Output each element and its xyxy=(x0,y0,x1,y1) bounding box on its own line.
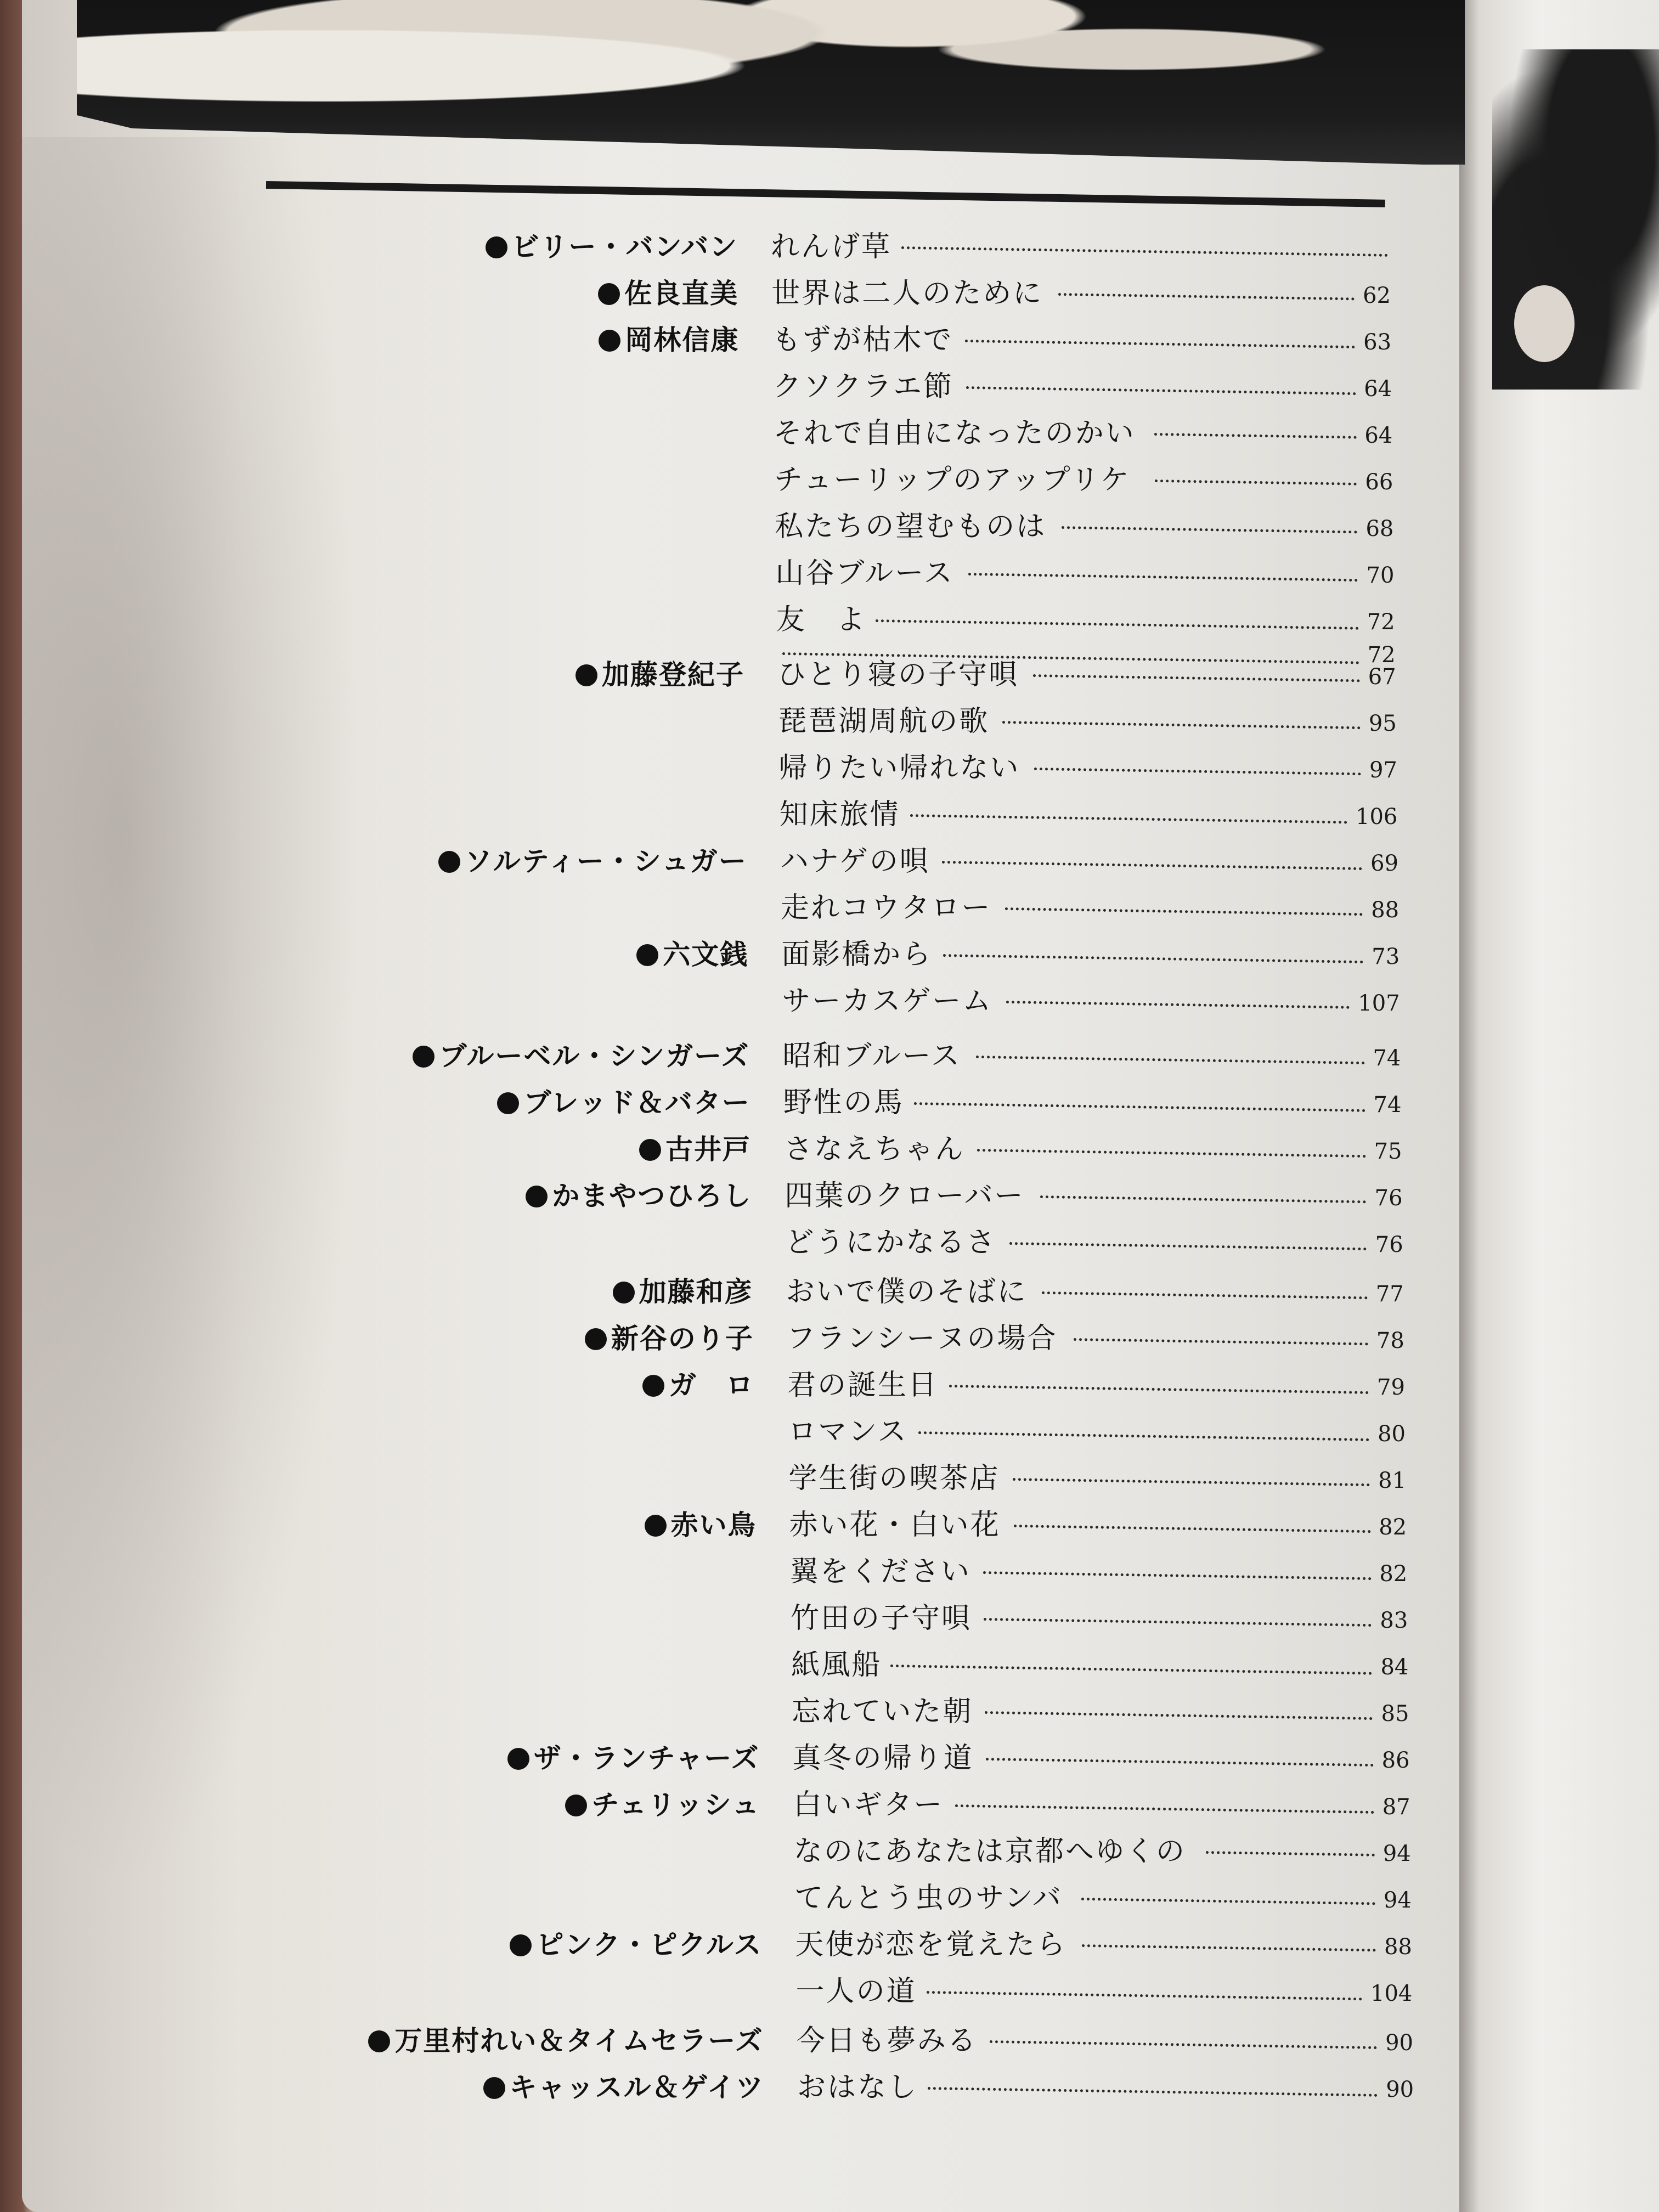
page-number: 76 xyxy=(1374,1186,1403,1211)
leader-dots xyxy=(943,951,1363,963)
page-number: 82 xyxy=(1379,1561,1408,1587)
song-title: クソクラエ節 xyxy=(772,370,954,403)
page-number: 90 xyxy=(1386,2077,1414,2102)
song-title: それで自由になったのかい xyxy=(773,417,1136,450)
artist-label: 佐良直美 xyxy=(624,278,739,309)
artist-name xyxy=(642,1363,754,1403)
song-title: もずが枯木で xyxy=(772,324,953,357)
page-number: 84 xyxy=(1380,1655,1409,1680)
artist-name xyxy=(507,1736,760,1776)
artist-name xyxy=(639,1127,751,1167)
song-title: ロマンス xyxy=(788,1415,908,1448)
song-title: 学生街の喫茶店 xyxy=(788,1462,1000,1495)
artist-name xyxy=(413,1034,749,1074)
song-title: 忘れていた朝 xyxy=(792,1695,973,1728)
bullet-icon xyxy=(507,1748,529,1770)
artist-label: 加藤和彦 xyxy=(639,1276,753,1308)
leader-dots xyxy=(1062,523,1357,533)
bullet-icon xyxy=(642,1375,664,1397)
bullet-icon xyxy=(636,944,658,966)
leader-dots xyxy=(985,1708,1373,1720)
song-title: ひとり寝の子守唄 xyxy=(777,658,1019,691)
leader-dots xyxy=(1013,1475,1370,1486)
artist-label: 万里村れい＆タイムセラーズ xyxy=(394,2025,764,2057)
artist-label: 古井戸 xyxy=(665,1133,751,1165)
artist-label: キャッスル＆ゲイツ xyxy=(509,2072,764,2103)
page-number: 73 xyxy=(1372,944,1400,969)
leader-dots xyxy=(1082,1941,1376,1951)
page-number: 70 xyxy=(1366,563,1395,588)
song-title: 私たちの望むものは xyxy=(775,510,1047,543)
page-number: 97 xyxy=(1369,758,1397,783)
leader-dots xyxy=(965,336,1355,348)
leader-dots xyxy=(983,1568,1372,1580)
leader-dots xyxy=(1014,1521,1371,1533)
song-title: 赤い花・白い花 xyxy=(789,1509,1001,1542)
artist-label: 六文銭 xyxy=(663,939,749,970)
page-number: 62 xyxy=(1363,283,1391,308)
leader-dots xyxy=(966,383,1356,395)
song-title: 面影橋から xyxy=(781,938,933,971)
artist-name xyxy=(510,1923,762,1962)
leader-dots xyxy=(1058,290,1355,300)
leader-dots xyxy=(1154,430,1357,439)
page-number: 86 xyxy=(1381,1748,1410,1773)
artist-label: ザ・ランチャーズ xyxy=(533,1742,760,1774)
bullet-icon xyxy=(438,851,460,873)
song-title: 竹田の子守唄 xyxy=(791,1602,972,1635)
song-title: 四葉のクローバー xyxy=(785,1180,1025,1212)
page-number: 64 xyxy=(1364,376,1392,402)
bullet-icon xyxy=(585,1328,607,1350)
page-number: 68 xyxy=(1365,516,1394,541)
leader-dots xyxy=(1006,997,1350,1009)
artist-name xyxy=(565,1783,760,1822)
song-title: 翼をください xyxy=(789,1555,971,1588)
artist-name xyxy=(483,2066,765,2105)
leader-dots xyxy=(1081,1894,1375,1905)
bullet-icon xyxy=(413,1046,435,1068)
leader-dots xyxy=(1040,1192,1367,1203)
artist-name xyxy=(585,1317,754,1356)
bullet-icon xyxy=(368,2030,390,2052)
page-number: 104 xyxy=(1370,1981,1413,2006)
artist-name xyxy=(598,272,738,311)
page-number: 94 xyxy=(1383,1841,1411,1866)
bullet-icon xyxy=(486,236,507,258)
song-title: さなえちゃん xyxy=(784,1133,966,1166)
song-title: 知床旅情 xyxy=(779,798,900,831)
page-number: 67 xyxy=(1368,664,1396,690)
page-number: 77 xyxy=(1375,1282,1404,1307)
leader-dots xyxy=(910,811,1348,824)
song-title: 昭和ブルース xyxy=(782,1040,961,1073)
song-title: てんとう虫のサンバ xyxy=(794,1882,1063,1915)
artist-label: 加藤登紀子 xyxy=(602,659,744,691)
leader-dots xyxy=(1155,476,1357,486)
leader-dots xyxy=(1002,718,1361,729)
page-number: 64 xyxy=(1364,423,1393,448)
artist-label: 赤い鳥 xyxy=(670,1509,757,1541)
leader-dots xyxy=(928,2084,1378,2097)
artist-label: ソルティー・シュガー xyxy=(464,845,747,877)
artist-label: ビリー・バンバン xyxy=(511,231,738,263)
song-title: なのにあなたは京都へゆくの xyxy=(794,1835,1187,1868)
artist-label: かまやつひろし xyxy=(552,1180,752,1212)
bullet-icon xyxy=(497,1092,519,1114)
leader-dots xyxy=(918,1428,1369,1441)
leader-dots xyxy=(927,1988,1363,2000)
song-title: 走れコウタロー xyxy=(781,891,992,924)
leader-dots xyxy=(977,1146,1366,1158)
page-number: 76 xyxy=(1375,1232,1403,1257)
artist-name xyxy=(613,1270,753,1310)
song-title: チューリップのアップリケ xyxy=(774,464,1131,496)
page-number: 80 xyxy=(1378,1421,1406,1447)
song-title: フランシーヌの場合 xyxy=(786,1322,1058,1355)
bullet-icon xyxy=(575,664,597,686)
page-number: 88 xyxy=(1371,898,1400,923)
page-number: 85 xyxy=(1381,1701,1409,1726)
page-number: 82 xyxy=(1379,1515,1407,1540)
song-title: れんげ草 xyxy=(771,230,892,263)
bullet-icon xyxy=(599,330,620,352)
song-title: ハナゲの唄 xyxy=(780,845,930,878)
leader-dots xyxy=(876,616,1359,630)
leader-dots xyxy=(1005,904,1363,916)
page-number: 95 xyxy=(1368,711,1397,736)
page-number: 79 xyxy=(1377,1375,1405,1400)
artist-name xyxy=(368,2019,764,2058)
song-title: おはなし xyxy=(797,2071,918,2104)
page-number: 75 xyxy=(1374,1139,1402,1164)
leader-dots xyxy=(949,1381,1369,1394)
song-title: 白いギター xyxy=(793,1788,944,1821)
page-number: 88 xyxy=(1384,1934,1412,1960)
leader-dots xyxy=(1042,1288,1368,1299)
leader-dots xyxy=(1034,764,1361,775)
page-number: 87 xyxy=(1382,1795,1410,1820)
song-title: 琵琶湖周航の歌 xyxy=(778,705,990,738)
song-title: 帰りたい帰れない xyxy=(778,752,1020,785)
song-title: 一人の道 xyxy=(795,1975,917,2008)
artist-label: 岡林信康 xyxy=(625,324,740,356)
page-number: 106 xyxy=(1356,804,1398,830)
artist-label: ピンク・ピクルス xyxy=(536,1929,763,1961)
page-number: 83 xyxy=(1380,1608,1408,1633)
bullet-icon xyxy=(526,1186,548,1207)
page-number: 107 xyxy=(1358,991,1400,1016)
page-number: 63 xyxy=(1363,330,1392,355)
song-title: 君の誕生日 xyxy=(787,1369,939,1402)
song-title: 友 よ xyxy=(776,603,867,636)
leader-dots xyxy=(1074,1335,1368,1345)
song-title: 今日も夢みる xyxy=(796,2024,978,2057)
leader-dots xyxy=(986,1754,1374,1767)
leader-dots xyxy=(914,1099,1365,1112)
artist-label: ガ ロ xyxy=(669,1369,754,1401)
page-number: 66 xyxy=(1365,470,1393,495)
bullet-icon xyxy=(565,1795,587,1816)
artist-name xyxy=(645,1503,757,1543)
song-title: 山谷ブルース xyxy=(775,557,954,590)
artist-name xyxy=(599,318,739,358)
leader-dots xyxy=(976,1052,1365,1064)
song-title: 天使が恋を覚えたら xyxy=(795,1928,1067,1961)
artist-label: チェリッシュ xyxy=(591,1789,760,1821)
leader-dots xyxy=(990,2037,1377,2049)
leader-dots xyxy=(968,569,1358,582)
artist-name xyxy=(497,1081,751,1120)
leader-dots xyxy=(942,857,1362,870)
artist-name xyxy=(438,839,747,879)
bullet-icon xyxy=(598,283,620,305)
leader-dots xyxy=(1206,1848,1375,1857)
artist-label: ブレッド＆バター xyxy=(523,1087,751,1119)
page-number: 69 xyxy=(1370,851,1399,876)
page-number: 94 xyxy=(1383,1888,1412,1913)
artist-name xyxy=(486,225,738,264)
page-number: 72 xyxy=(1367,610,1395,635)
leader-dots xyxy=(1033,671,1360,682)
leader-dots xyxy=(890,1661,1372,1675)
leader-dots xyxy=(901,243,1388,257)
artist-label: ブルーベル・シンガーズ xyxy=(439,1040,750,1072)
song-title: おいで僕のそばに xyxy=(786,1276,1028,1308)
artist-label: 新谷のり子 xyxy=(611,1323,754,1355)
artist-name xyxy=(575,653,744,692)
bullet-icon xyxy=(613,1282,635,1304)
song-title: 世界は二人のために xyxy=(771,277,1043,310)
leader-dots xyxy=(955,1801,1374,1814)
artist-name xyxy=(526,1174,752,1214)
page-number: 72 xyxy=(1367,642,1396,668)
song-title: 紙風船 xyxy=(791,1649,882,1681)
song-title: どうにかなるさ xyxy=(785,1226,997,1259)
page-number: 81 xyxy=(1378,1468,1407,1493)
artist-name xyxy=(636,933,748,972)
leader-dots xyxy=(1009,1239,1367,1250)
page-number: 74 xyxy=(1373,1046,1401,1071)
bullet-icon xyxy=(645,1515,667,1537)
page-number: 74 xyxy=(1373,1092,1402,1118)
page-number: 90 xyxy=(1385,2030,1414,2056)
leader-dots xyxy=(984,1615,1372,1627)
page-number: 78 xyxy=(1376,1328,1404,1353)
song-title: サーカスゲーム xyxy=(782,985,993,1018)
song-title: 野性の馬 xyxy=(783,1086,904,1119)
bullet-icon xyxy=(483,2077,505,2099)
bullet-icon xyxy=(510,1934,532,1956)
song-title: 真冬の帰り道 xyxy=(792,1742,974,1775)
bullet-icon xyxy=(639,1139,661,1161)
